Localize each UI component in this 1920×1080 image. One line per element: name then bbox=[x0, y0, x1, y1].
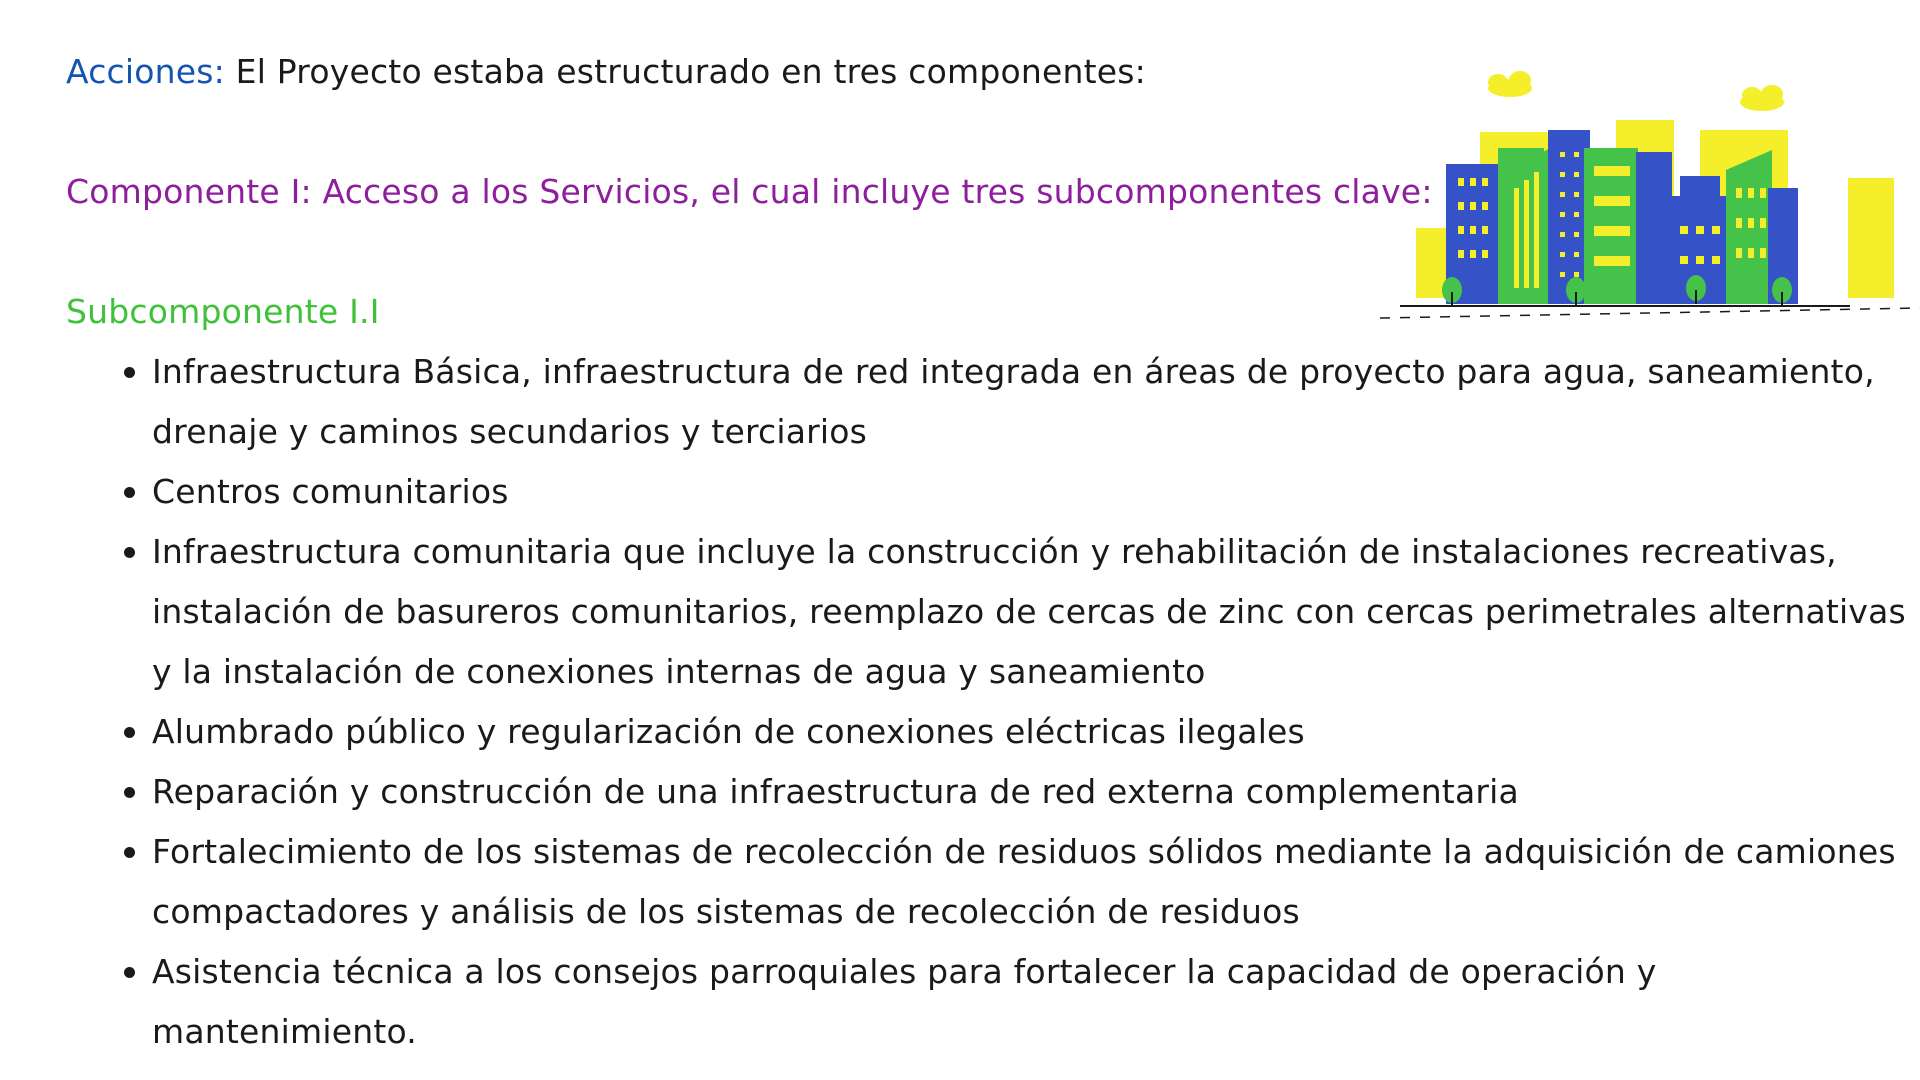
subcomponente-heading: Subcomponente I.I bbox=[66, 292, 380, 331]
bullet-item: Alumbrado público y regularización de conexiones eléctricas ilegales bbox=[152, 702, 1912, 762]
acciones-line bbox=[66, 42, 1146, 102]
bullet-list bbox=[152, 342, 1912, 1062]
acciones-label: Acciones: bbox=[66, 52, 225, 91]
componente-heading: Componente I: Acceso a los Servicios, el cual incluye tres subcomponentes clave: bbox=[66, 172, 1433, 211]
city-buildings-icon bbox=[1380, 68, 1920, 320]
bullet-item: Fortalecimiento de los sistemas de recolección de residuos sólidos mediante la adquisición de camiones compactadores y análisis de los sistemas de recolección de residuos bbox=[152, 822, 1912, 942]
bullet-item: Infraestructura Básica, infraestructura de red integrada en áreas de proyecto para agua, saneamiento, drenaje y caminos secundarios y terciarios bbox=[152, 342, 1912, 462]
bullet-item: Asistencia técnica a los consejos parroquiales para fortalecer la capacidad de operación y mantenimiento. bbox=[152, 942, 1912, 1062]
bullet-item: Reparación y construcción de una infraestructura de red externa complementaria bbox=[152, 762, 1912, 822]
bullet-item: Centros comunitarios bbox=[152, 462, 1912, 522]
cloud-icon bbox=[1740, 85, 1784, 111]
acciones-text: El Proyecto estaba estructurado en tres componentes: bbox=[224, 52, 1146, 91]
bullet-item: Infraestructura comunitaria que incluye la construcción y rehabilitación de instalaciones recreativas, instalación de basureros comunitarios, reemplazo de cercas de zinc con cercas perimetrales alternativas y la instalación de conexiones internas de agua y saneamiento bbox=[152, 522, 1912, 702]
cloud-icon bbox=[1488, 71, 1532, 97]
